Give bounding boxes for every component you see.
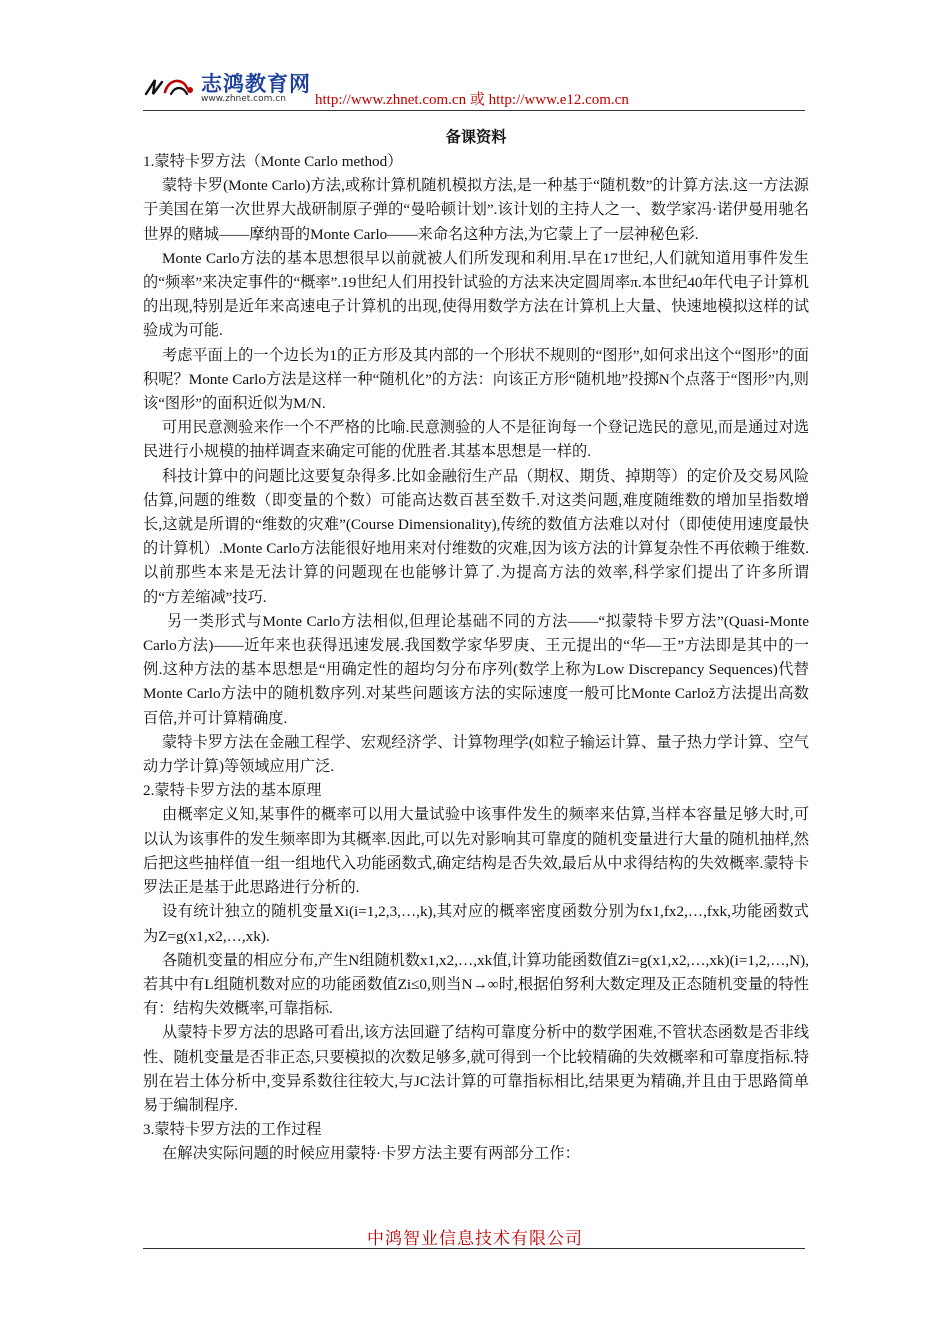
paragraph: 考虑平面上的一个边长为1的正方形及其内部的一个形状不规则的“图形”,如何求出这个“图形”的面积呢？Monte Carlo方法是这样一种“随机化”的方法：向该正方形“随机地”投掷N个点落于“图形”内,则该“图形”的面积近似为M/N. [143, 346, 809, 413]
footer-divider [143, 1248, 805, 1249]
section-heading-3: 3.蒙特卡罗方法的工作过程 [143, 1121, 322, 1139]
page-header [143, 66, 805, 112]
paragraph: 设有统计独立的随机变量Xi(i=1,2,3,…,k),其对应的概率密度函数分别为fx1,fx2,…,fxk,功能函数式为Z=g(x1,x2,…,xk). [143, 903, 809, 945]
paragraph: 科技计算中的问题比这要复杂得多.比如金融衍生产品（期权、期货、掉期等）的定价及交易风险估算,问题的维数（即变量的个数）可能高达数百甚至数千.对这类问题,难度随维数的增加呈指数增长,这就是所谓的“维数的灾难”(Course Dimensionality),传统的数值方法难以对付（即使使用速度最快的计算机）.Monte Carlo方法能很好地用来对付维数的灾难,因为该方法的计算复杂性不再依赖于维数.以前那些本来是无法计算的问题现在也能够计算了.为提高方法的效率,科学家们提出了许多所谓的“方差缩减”技巧. [143, 467, 809, 606]
paragraph: 蒙特卡罗(Monte Carlo)方法,或称计算机随机模拟方法,是一种基于“随机数”的计算方法.这一方法源于美国在第一次世界大战研制原子弹的“曼哈顿计划”.该计划的主持人之一、数学家冯·诺伊曼用驰名世界的赌城——摩纳哥的Monte Carlo——来命名这种方法,为它蒙上了一层神秘色彩. [143, 177, 809, 243]
footer-company: 中鸿智业信息技术有限公司 [367, 1229, 583, 1249]
logo-swoosh-icon [143, 74, 201, 100]
paragraph: 从蒙特卡罗方法的思路可看出,该方法回避了结构可靠度分析中的数学困难,不管状态函数是否非线性、随机变量是否非正态,只要模拟的次数足够多,就可得到一个比较精确的失效概率和可靠度指标.特别在岩土体分析中,变异系数往往较大,与JC法计算的可靠指标相比,结果更为精确,并且由于思路简单易于编制程序. [143, 1024, 809, 1114]
section-heading-2: 2.蒙特卡罗方法的基本原理 [143, 782, 322, 800]
section-heading-1: 1.蒙特卡罗方法（Monte Carlo method） [143, 153, 403, 170]
paragraph: 可用民意测验来作一个不严格的比喻.民意测验的人不是征询每一个登记选民的意见,而是通过对选民进行小规模的抽样调查来确定可能的优胜者.其基本思想是一样的. [143, 419, 809, 461]
logo-text: 志鸿教育网 [201, 72, 311, 96]
paragraph: 另一类形式与Monte Carlo方法相似,但理论基础不同的方法——“拟蒙特卡罗方法”(Quasi-Monte Carlo方法)——近年来也获得迅速发展.我国数学家华罗庚、王元提出的“华—王”方法即是其中的一例.这种方法的基本思想是“用确定性的超均匀分布序列(数学上称为Low Discrepancy Sequences)代替Monte Carlo方法中的随机数序列.对某些问题该方法的实际速度一般可比Monte Carlož方法提出高数百倍,并可计算精确度. [143, 612, 809, 727]
paragraph: 各随机变量的相应分布,产生N组随机数x1,x2,…,xk值,计算功能函数值Zi=g(x1,x2,…,xk)(i=1,2,…,N),若其中有L组随机数对应的功能函数值Zi≤0,则当N→∞时,根据伯努利大数定理及正态随机变量的特性有：结构失效概率,可靠指标. [143, 951, 809, 1018]
document-body [143, 126, 809, 1167]
paragraph: 在解决实际问题的时候应用蒙特·卡罗方法主要有两部分工作： [162, 1145, 580, 1163]
site-logo[interactable] [143, 66, 313, 108]
header-links[interactable]: http://www.zhnet.com.cn 或 http://www.e12.com.cn [315, 92, 629, 108]
document-title: 备课资料 [445, 129, 507, 146]
paragraph: 由概率定义知,某事件的概率可以用大量试验中该事件发生的频率来估算,当样本容量足够大时,可以认为该事件的发生频率即为其概率.因此,可以先对影响其可靠度的随机变量进行大量的随机抽样,然后把这些抽样值一组一组地代入功能函数式,确定结构是否失效,最后从中求得结构的失效概率.蒙特卡罗法正是基于此思路进行分析的. [143, 806, 809, 897]
header-divider [143, 110, 805, 111]
logo-url: www.zhnet.com.cn [201, 94, 286, 104]
paragraph: 蒙特卡罗方法在金融工程学、宏观经济学、计算物理学(如粒子输运计算、量子热力学计算、空气动力学计算)等领域应用广泛. [143, 733, 809, 776]
paragraph: Monte Carlo方法的基本思想很早以前就被人们所发现和利用.早在17世纪,人们就知道用事件发生的“频率”来决定事件的“概率”.19世纪人们用投针试验的方法来决定圆周率π.本世纪40年代电子计算机的出现,特别是近年来高速电子计算机的出现,使得用数学方法在计算机上大量、快速地模拟这样的试验成为可能. [143, 249, 809, 340]
